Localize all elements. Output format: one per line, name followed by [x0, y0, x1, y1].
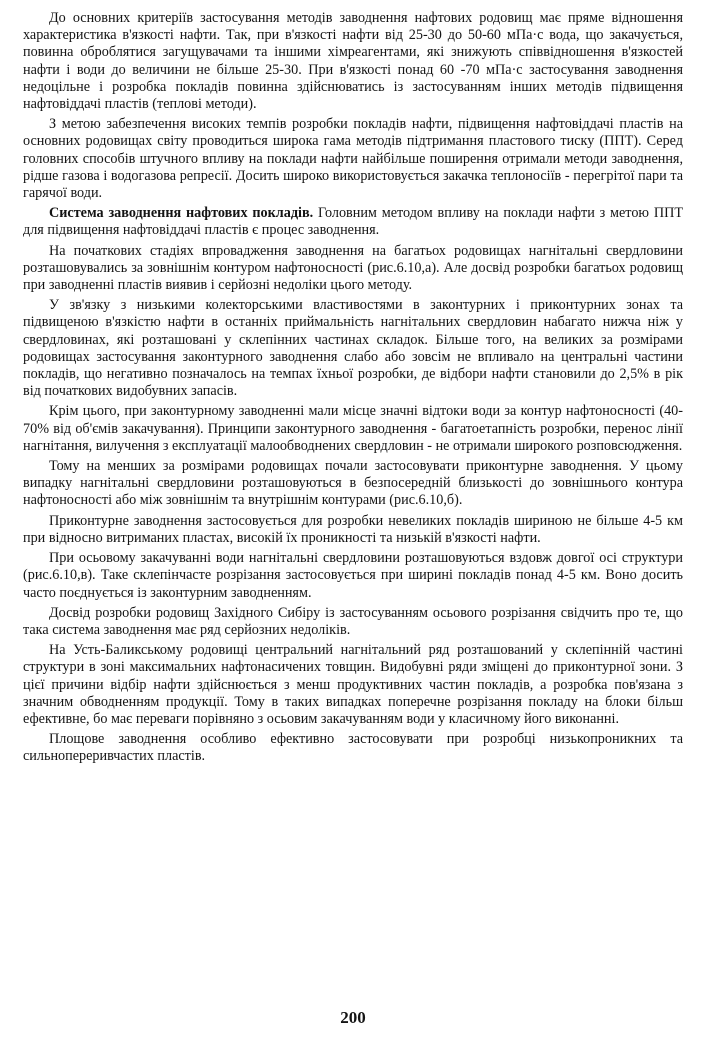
paragraph-text: Досвід розробки родовищ Західного Сибіру із застосуванням осьового розрізання свідчить про те, що така система заводнення має ряд серйозних недоліків.	[23, 604, 683, 638]
paragraph-text: Головним методом впливу на поклади нафти з метою ППТ для підвищення нафтовіддачі пластів є процес заводнення.	[23, 205, 683, 239]
document-page	[23, 10, 683, 1040]
paragraph-text: Приконтурне заводнення застосовується для розробки невеликих покладів шириною не більше 4-5 км при відносно витриманих пластах, високій їх проникності та низькій в'язкості нафти.	[23, 512, 683, 546]
paragraph	[23, 642, 683, 728]
paragraph-text: Тому на менших за розмірами родовищах почали застосовувати приконтурне заводнення. У цьому випадку нагнітальні свердловини розташовуються в безпосередній близькості до зовнішнього контура нафтоносності або між зовнішнім та внутрішнім контурами (рис.6.10,б).	[23, 458, 683, 509]
paragraph-lead-heading: Система заводнення нафтових покладів.	[49, 205, 314, 222]
body-text	[23, 10, 683, 766]
paragraph	[23, 10, 683, 113]
paragraph	[23, 205, 683, 239]
paragraph-text: На початкових стадіях впровадження заводнення на багатьох родовищах нагнітальні свердловини розташовувались за зовнішнім контуром нафтоносності (рис.6.10,а). Але досвід розробки багатьох родовищ при заводненні пластів виявив і серйозні недоліки цього методу.	[23, 242, 683, 294]
paragraph	[23, 458, 683, 510]
paragraph	[23, 550, 683, 602]
paragraph-text: До основних критеріїв застосування методів заводнення нафтових родовищ має пряме відношення характеристика в'язкості нафти. Так, при в'язкості нафти від 25-30 до 50-60 мПа·с вода, що закачується, повинна оброблятися загущувачами та іншими хімреагентами, які знижують співвідношення в'язкостей нафти і води до величини не більше 25-30. При в'язкості понад 60 -70 мПа·с застосування заводнення недоцільне і розробка покладів повинна здійснюватись із застосуванням інших методів підвищення нафтовіддачі пластів (теплові методи).	[23, 10, 683, 113]
paragraph	[23, 605, 683, 639]
paragraph-text: Крім цього, при законтурному заводненні мали місце значні відтоки води за контур нафтоносності (40-70% від об'ємів закачування). Принципи законтурного заводнення - багатоетапність розробки, перенос лінії нагнітання, вилучення з експлуатації малообводнених свердловин - не отримали широкого розповсюдження.	[23, 403, 683, 454]
paragraph-text: У зв'язку з низькими колекторськими властивостями в законтурних і приконтурних зонах та підвищеною в'язкістю нафти в останніх приймальність нагнітальних свердловин набагато нижча ніж у свердловинах, які розташовані у склепінних частинах складок. Більше того, на великих за розмірами родовищах застосування законтурного заводнення слабо або зовсім не впливало на центральні частини покладів, що негативно позначалось на темпах їхньої розробки, де відбори нафти становили до 2,5% в рік від початкових видобувних запасів.	[23, 297, 683, 400]
paragraph-text: З метою забезпечення високих темпів розробки покладів нафти, підвищення нафтовіддачі пластів на основних родовищах світу проводиться широка гама методів підтримання пластового тиску (ППТ). Серед головних способів штучного впливу на поклади нафти найбільше поширення отримали методи заводнення, рідше газова і водогазова репресії. Досить широко використовується закачка теплоносіїв - перегрітої пари та гарячої води.	[23, 116, 683, 202]
paragraph	[23, 297, 683, 400]
paragraph	[23, 243, 683, 295]
paragraph	[23, 513, 683, 547]
paragraph	[23, 731, 683, 765]
paragraph-text: На Усть-Баликському родовищі центральний нагнітальний ряд розташований у склепінній частині структури в зоні максимальних нафтонасичених товщин. Видобувні ряди зміщені до приконтурної зони. З цієї причини відбір нафти здійснюється з менш продуктивних частин покладів, а розробка пов'язана з значним обводненням продукції. Тому в таких випадках поперечне розрізання покладу на блоки більш ефективне, бо має переваги порівняно з осьовим закачуванням води у класичному його виконанні.	[23, 642, 683, 727]
paragraph-text: Площове заводнення особливо ефективно застосовувати при розробці низькопроникних та сильнопереривчастих пластів.	[23, 731, 683, 765]
paragraph	[23, 116, 683, 202]
page-number: 200	[340, 1008, 366, 1027]
paragraph-text: При осьовому закачуванні води нагнітальні свердловини розташовуються вздовж довгої осі структури (рис.6.10,в). Таке склепінчасте розрізання застосовується при ширині покладів понад 4-5 км. Воно досить часто поєднується із законтурним заводненням.	[23, 550, 683, 601]
paragraph	[23, 403, 683, 455]
